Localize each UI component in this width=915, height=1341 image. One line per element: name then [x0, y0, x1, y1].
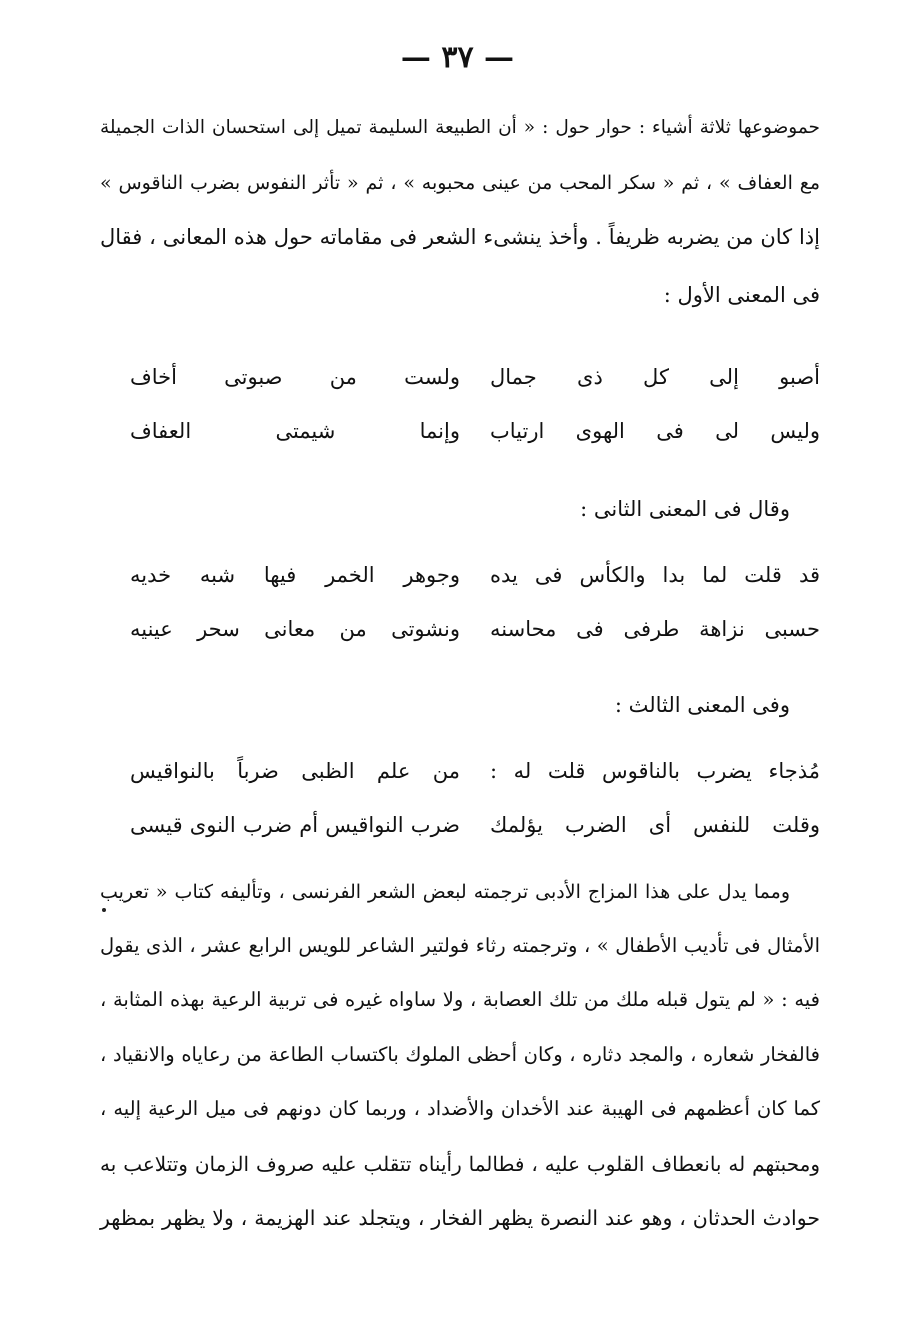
- paragraph-line: فالفخار شعاره ، والمجد دثاره ، وكان أحظى الملوك باكتساب الطاعة من رعاياه والانقياد ،: [100, 1043, 820, 1066]
- ink-speck: [102, 908, 106, 912]
- paragraph-line: فى المعنى الأول :: [663, 283, 820, 307]
- verse-line: [130, 756, 820, 788]
- section-heading: وفى المعنى الثالث :: [614, 693, 790, 717]
- verse-hemistich-first: أصبو إلى كل ذى جمال: [490, 365, 820, 389]
- verse-hemistich-second: من علم الظبى ضرباً بالنواقيس: [130, 759, 460, 783]
- page-number: — ٣٧ —: [400, 40, 515, 75]
- paragraph-line: فيه : « لم يتول قبله ملك من تلك العصابة ، ولا ساواه غيره فى تربية الرعية بهذه المثابة ،: [100, 988, 820, 1011]
- section-heading: وقال فى المعنى الثانى :: [580, 497, 790, 521]
- paragraph-line: حوادث الحدثان ، وهو عند النصرة يظهر الفخار ، ويتجلد عند الهزيمة ، ولا يظهر بمظهر: [100, 1206, 820, 1230]
- paragraph-line: ومحبتهم له بانعطاف القلوب عليه ، فطالما رأيناه تتقلب عليه صروف الزمان وتتلاعب به: [100, 1152, 820, 1176]
- paragraph-line: الأمثال فى تأديب الأطفال » ، وترجمته رثاء فولتير الشاعر للويس الرابع عشر ، الذى يقول: [100, 934, 820, 957]
- verse-hemistich-first: وليس لى فى الهوى ارتياب: [490, 419, 820, 443]
- verse-line: [130, 362, 820, 394]
- verse-line: [130, 810, 820, 842]
- paragraph-line: مع العفاف » ، ثم « سكر المحب من عينى محبوبه » ، ثم « تأثر النفوس بضرب الناقوس »: [100, 172, 820, 194]
- paragraph-line: حموضوعها ثلاثة أشياء : حوار حول : « أن الطبيعة السليمة تميل إلى استحسان الذات الجميلة: [100, 117, 820, 138]
- verse-hemistich-second: وجوهر الخمر فيها شبه خديه: [130, 563, 460, 587]
- verse-line: [130, 416, 820, 448]
- verse-hemistich-second: ضرب النواقيس أم ضرب النوى قيسى: [130, 813, 460, 837]
- paragraph-line: كما كان أعظمهم فى الهيبة عند الأخدان والأضداد ، وربما كان دونهم فى ميل الرعية إليه ،: [100, 1097, 820, 1120]
- paragraph-line: إذا كان من يضربه ظريفاً . وأخذ ينشىء الشعر فى مقاماته حول هذه المعانى ، فقال: [100, 225, 820, 249]
- verse-line: [130, 560, 820, 592]
- verse-hemistich-second: ولست من صبوتى أخاف: [130, 365, 460, 389]
- verse-hemistich-second: وإنما شيمتى العفاف: [130, 419, 460, 443]
- verse-line: [130, 614, 820, 646]
- verse-hemistich-first: وقلت للنفس أى الضرب يؤلمك: [490, 813, 820, 837]
- paragraph-line: ومما يدل على هذا المزاج الأدبى ترجمته لبعض الشعر الفرنسى ، وتأليفه كتاب « تعريب: [100, 881, 790, 903]
- verse-hemistich-second: ونشوتى من معانى سحر عينيه: [130, 617, 460, 641]
- verse-hemistich-first: حسبى نزاهة طرفى فى محاسنه: [490, 617, 820, 641]
- verse-hemistich-first: مُذجاء يضرب بالناقوس قلت له :: [490, 759, 820, 783]
- verse-hemistich-first: قد قلت لما بدا والكأس فى يده: [490, 563, 820, 587]
